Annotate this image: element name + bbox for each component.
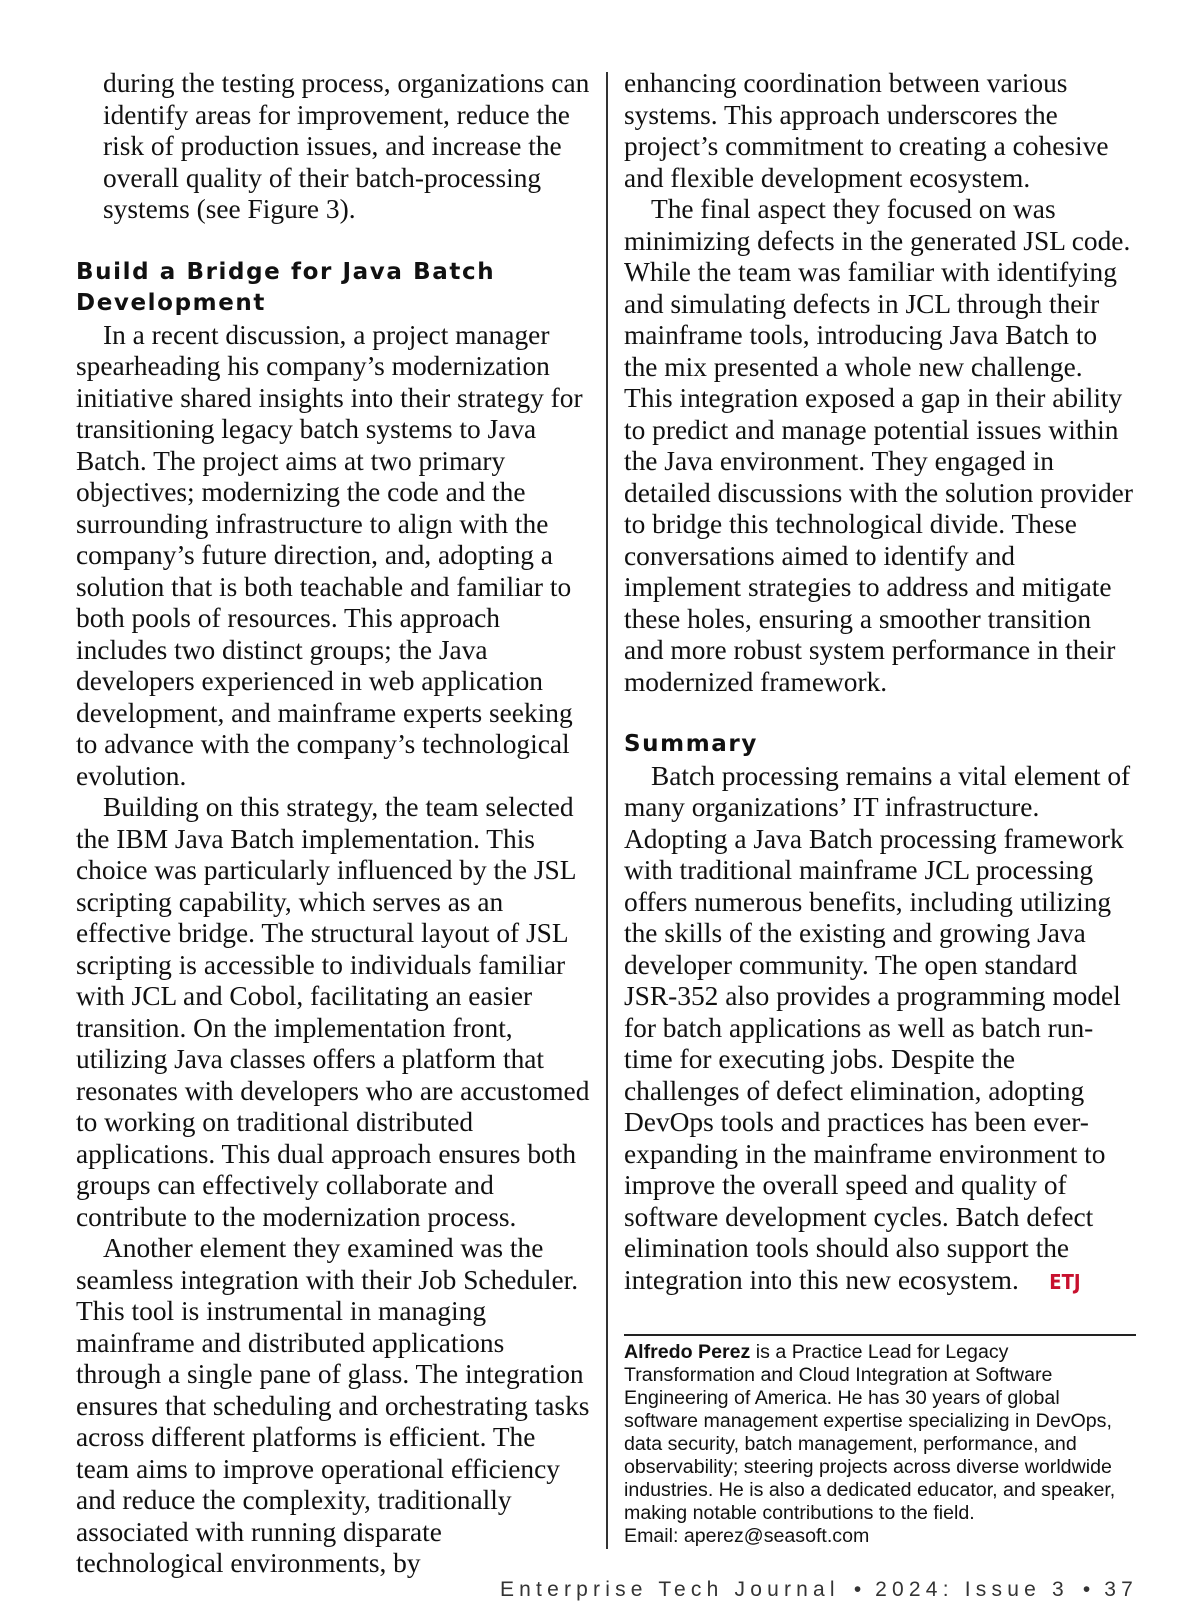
author-name: Alfredo Perez [624, 1341, 751, 1363]
summary-text: Batch processing remains a vital element of many organizations’ IT infrastructure. Adopting a Java Batch processing framework with traditional mainframe JCL processing offers numerous benefits, including utilizing the skills of the existing and growing Java developer community. The open standard JSR-352 also provides a programming model for batch applications as well as batch run-time for executing jobs. Despite the challenges of defect elimination, adopting DevOps tools and practices has been ever-expanding in the mainframe environment to improve the overall speed and quality of software development cycles. Batch defect elimination tools should also support the integration into this new ecosystem. [624, 760, 1131, 1295]
page-number: 37 [1104, 1578, 1138, 1601]
page-footer [500, 1578, 1138, 1602]
author-email: aperez@seasoft.com [683, 1525, 870, 1547]
author-bio [624, 1341, 1136, 1548]
paragraph: The final aspect they focused on was minimizing defects in the generated JSL code. While the team was familiar with identifying and simulating defects in JCL through their mainframe tools, introducing Java Batch to the mix presented a whole new challenge. This integration exposed a gap in their ability to predict and manage potential issues within the Java environment. They engaged in detailed discussions with the solution provider to bridge this technological divide. These conversations aimed to identify and implement strategies to address and mitigate these holes, ensuring a smoother transition and more robust system performance in their modernized framework. [624, 194, 1133, 697]
publication-name: Enterprise Tech Journal [499, 1578, 840, 1601]
summary-paragraph [624, 761, 1136, 1297]
footer-separator: • [853, 1578, 862, 1601]
footer-separator: • [1082, 1578, 1091, 1601]
issue-label: 2024: Issue 3 [875, 1578, 1069, 1601]
column-divider [606, 72, 608, 1549]
author-bio-text: is a Practice Lead for Legacy Transformation and Cloud Integration at Software Engineering of America. He has 30 years of global software management expertise specializing in DevOps, data security, batch management, performance, and observability; steering projects across diverse worldwide industries. He is also a dedicated educator, and speaker, making notable contributions to the field. [624, 1341, 1116, 1524]
paragraph-continuation: enhancing coordination between various systems. This approach underscores the project’s commitment to creating a cohesive and flexible development ecosystem. [624, 68, 1109, 193]
paragraph: Another element they examined was the seamless integration with their Job Scheduler. This tool is instrumental in managing mainframe and distributed applications through a single pane of glass. The integration ensures that scheduling and orchestrating tasks across different platforms is efficient. The team aims to improve operational efficiency and reduce the complexity, traditionally associated with running disparate technological environments, by [76, 1233, 590, 1578]
paragraph: Building on this strategy, the team selected the IBM Java Batch implementation. This choice was particularly influenced by the JSL scripting capability, which serves as an effective bridge. The structural layout of JSL scripting is accessible to individuals familiar with JCL and Cobol, facilitating an easier transition. On the implementation front, utilizing Java classes offers a platform that resonates with developers who are accustomed to working on traditional distributed applications. This dual approach ensures both groups can effectively collaborate and contribute to the modernization process. [76, 792, 590, 1232]
intro-continuation: during the testing process, organizations can identify areas for improvement, reduce the risk of production issues, and increase the overall quality of their batch-processing systems (see Figure 3). [103, 68, 590, 224]
paragraph: In a recent discussion, a project manager spearheading his company’s modernization initiative shared insights into their strategy for transitioning legacy batch systems to Java Batch. The project aims at two primary objectives; modernizing the code and the surrounding infrastructure to align with the company’s future direction, and, adopting a solution that is both teachable and familiar to both pools of resources. This approach includes two distinct groups; the Java developers experienced in web application development, and mainframe experts seeking to advance with the company’s technological evolution. [76, 319, 583, 791]
right-column [624, 68, 1136, 1296]
email-label: Email: [624, 1525, 684, 1547]
bio-divider-rule [624, 1334, 1136, 1336]
etj-end-mark: ETJ [1049, 1269, 1081, 1294]
section-heading-build-bridge: Build a Bridge for Java Batch Development [76, 258, 496, 316]
section-heading-summary: Summary [624, 731, 758, 757]
left-column [76, 68, 590, 1580]
